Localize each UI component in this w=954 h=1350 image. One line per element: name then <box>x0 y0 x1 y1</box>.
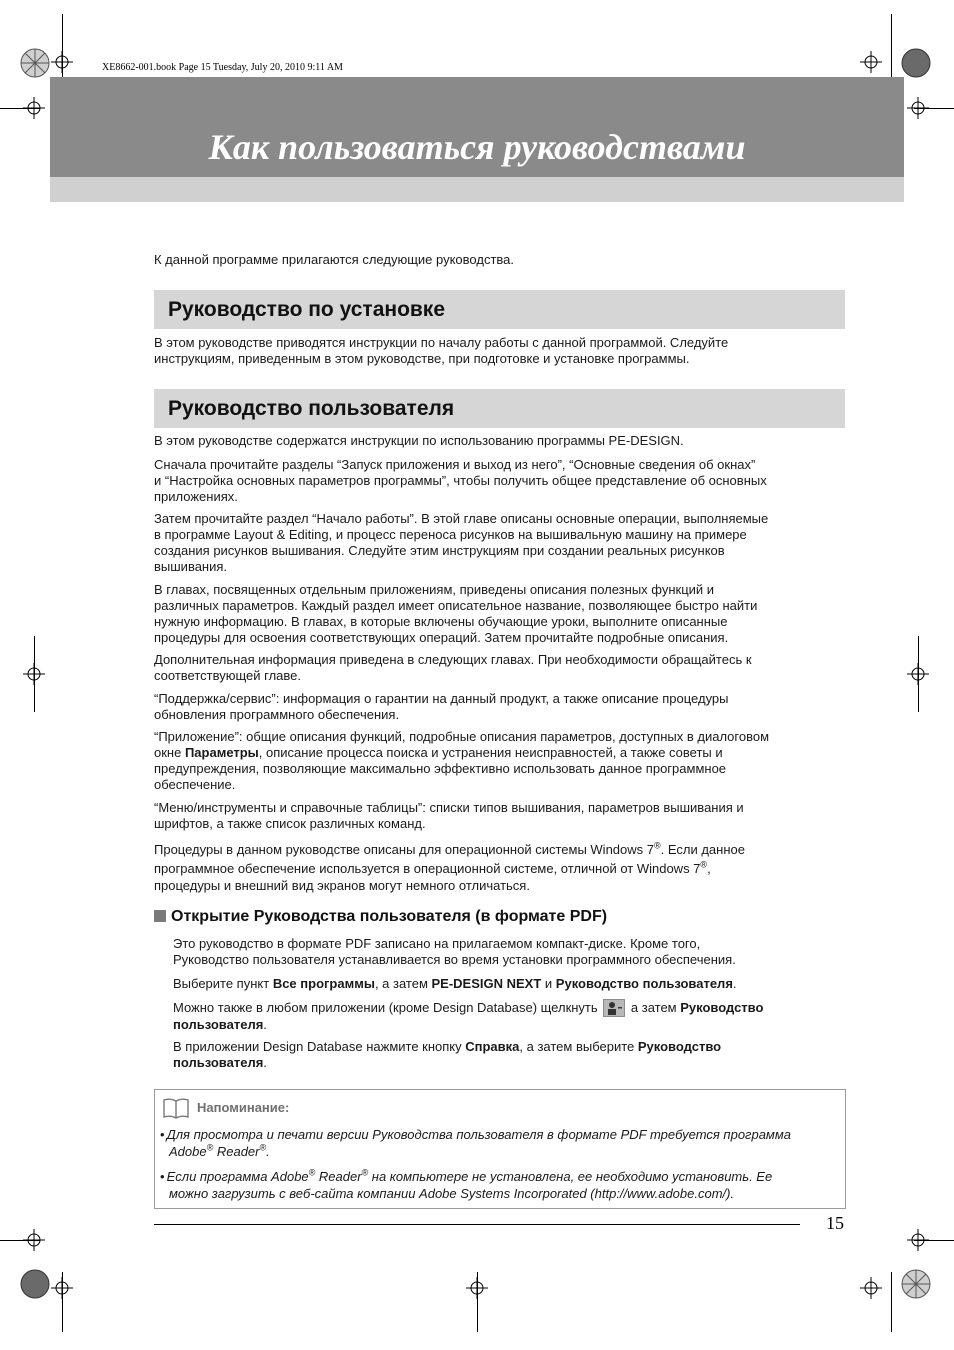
help-menu-icon[interactable] <box>603 999 625 1017</box>
paragraph: В приложении Design Database нажмите кнопку Справка, а затем выберите Руководство пользователя. <box>173 1039 722 1070</box>
registration-target-icon <box>860 51 882 73</box>
crop-mark <box>891 1272 892 1332</box>
memo-item: • Если программа Adobe® Reader® на компьютере не установлена, ее необходимо установить. Ее можно загрузить с веб-сайта компании Adobe Systems Incorporated (http://www.adobe.com/). <box>160 1167 773 1201</box>
footer-rule <box>154 1224 800 1225</box>
section-heading-installation: Руководство по установке <box>168 298 445 321</box>
paragraph: В этом руководстве содержатся инструкции по использованию программы PE-DESIGN. <box>154 433 684 448</box>
registration-target-icon <box>907 1229 929 1251</box>
section-heading-user-guide: Руководство пользователя <box>168 397 455 420</box>
color-register-dot-icon <box>20 1269 50 1299</box>
page-number: 15 <box>826 1213 844 1233</box>
registration-target-icon <box>51 1277 73 1299</box>
book-memo-icon <box>163 1097 189 1119</box>
registration-target-icon <box>51 51 73 73</box>
color-register-wheel-icon <box>901 1269 931 1299</box>
paragraph: Затем прочитайте раздел “Начало работы”. В этой главе описаны основные операции, выполняемые в программе Layout & Editing, и процесс переноса рисунков на вышивальную машину на примере создания рисунков вышивания. Следуйте этим инструкциям при создании реальных рисунков вышивания. <box>154 511 769 574</box>
paragraph: “Приложение”: общие описания функций, подробные описания параметров, доступных в диалоговом окне Параметры, описание процесса поиска и устранения неисправностей, а также советы и предупреждения, позволяющие максимально эффективно использовать данное программное обеспечение. <box>154 729 770 792</box>
color-register-wheel-icon <box>20 48 50 78</box>
paragraph: Дополнительная информация приведена в следующих главах. При необходимости обращайтесь к соответствующей главе. <box>154 652 752 683</box>
square-bullet-icon <box>154 910 166 922</box>
registration-target-icon <box>23 97 45 119</box>
registration-target-icon <box>860 1277 882 1299</box>
memo-item: • Для просмотра и печати версии Руководства пользователя в формате PDF требуется программа Adobe® Reader®. <box>160 1127 791 1159</box>
registration-target-icon <box>907 663 929 685</box>
installation-text: В этом руководстве приводятся инструкции по началу работы с данной программой. Следуйте инструкциям, приведенным в этом руководстве, при подготовке и установке программы. <box>154 335 729 366</box>
paragraph: Сначала прочитайте разделы “Запуск приложения и выход из него”, “Основные сведения об окнах” и “Настройка основных параметров программы”, чтобы получить общее представление об основных приложениях. <box>154 457 767 504</box>
color-register-dot-icon <box>901 48 931 78</box>
memo-title: Напоминание: <box>197 1100 290 1115</box>
paragraph: Процедуры в данном руководстве описаны для операционной системы Windows 7®. Если данное программное обеспечение используется в операционной системе, отличной от Windows 7®, процедуры и внешний вид экранов могут немного отличаться. <box>154 840 745 893</box>
chapter-title: Как пользоваться руководствами <box>208 127 746 167</box>
paragraph: Можно также в любом приложении (кроме Design Database) щелкнуть а затем Руководство пользователя. <box>173 1000 764 1032</box>
paragraph: В главах, посвященных отдельным приложениям, приведены описания полезных функций и различных параметров. Каждый раздел имеет описательное название, позволяющее быстро найти нужную информацию. В главах, в которые включены обучающие уроки, выполните описанные процедуры для освоения соответствующих операций. Затем прочитайте подробные описания. <box>154 582 758 645</box>
paragraph: Это руководство в формате PDF записано на прилагаемом компакт-диске. Кроме того, Руководство пользователя устанавливается во время установки программного обеспечения. <box>173 936 736 967</box>
print-info: XE8662-001.book Page 15 Tuesday, July 20, 2010 9:11 AM <box>102 62 343 73</box>
paragraph: “Меню/инструменты и справочные таблицы”: списки типов вышивания, параметров вышивания и шрифтов, а также список различных команд. <box>154 800 744 831</box>
intro-text: К данной программе прилагаются следующие руководства. <box>154 252 514 267</box>
paragraph: Выберите пункт Все программы, а затем PE-DESIGN NEXT и Руководство пользователя. <box>173 976 737 991</box>
paragraph: “Поддержка/сервис”: информация о гарантии на данный продукт, а также описание процедуры обновления программного обеспечения. <box>154 691 729 722</box>
chapter-banner-strip <box>50 177 904 202</box>
subsection-heading: Открытие Руководства пользователя (в формате PDF) <box>154 907 607 927</box>
registration-target-icon <box>907 97 929 119</box>
registration-target-icon <box>23 1229 45 1251</box>
registration-target-icon <box>466 1277 488 1299</box>
registration-target-icon <box>23 663 45 685</box>
crop-mark <box>891 14 892 78</box>
